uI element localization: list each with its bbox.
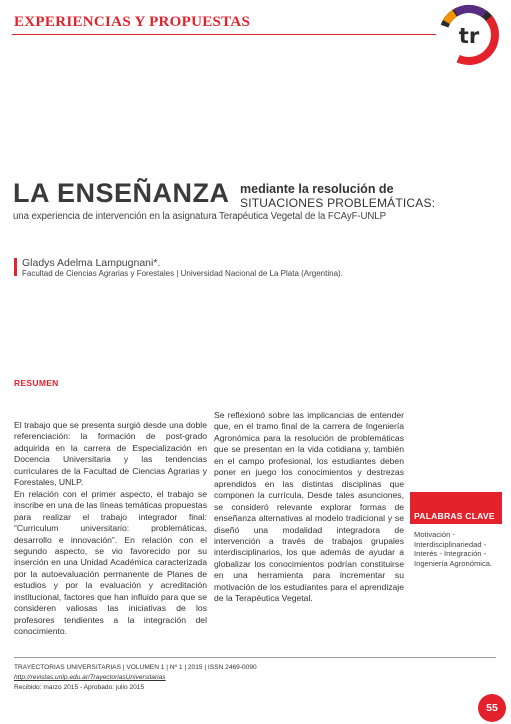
page-number: 55 bbox=[478, 694, 506, 722]
logo-text: tr bbox=[458, 24, 480, 48]
abstract-paragraph: En relación con el primer aspecto, el trabajo se inscribe en una de las líneas temáticas propuestas para realizar el trabajo integrador final: “Curriculum universitario: problemáticas, desarrollo e innovación”. En relación con el segundo aspecto, se vio favorecido por su inserción en una Unidad Académica caracterizada por la autoevaluación permanente de Planes de estudios y por la evaluación y acreditación institucional, factores que han influido para que se consideren valiosas las iniciativas de los profesores tendientes a la integración del conocimiento. bbox=[14, 488, 207, 637]
abstract-paragraph: El trabajo que se presenta surgió desde una doble referenciación: la formación de post-grado adquirida en la carrera de Especialización en Docencia Universitaria y las tendencias curriculares de la Facultad de Ciencias Agrarias y Forestales, UNLP. bbox=[14, 420, 207, 488]
journal-logo bbox=[436, 2, 502, 68]
journal-url-link[interactable]: http://revistas.unlp.edu.ar/TrayectoriasUniversitarias bbox=[14, 674, 166, 681]
keywords-heading: PALABRAS CLAVE bbox=[414, 511, 495, 521]
author-accent-bar bbox=[14, 258, 17, 276]
abstract-column-1 bbox=[14, 420, 207, 638]
article-title-line1: mediante la resolución de bbox=[240, 182, 394, 196]
section-divider bbox=[12, 34, 436, 35]
author-name: Gladys Adelma Lampugnani*. bbox=[22, 257, 161, 269]
article-subtitle: una experiencia de intervención en la asignatura Terapéutica Vegetal de la FCAyF-UNLP bbox=[13, 211, 386, 222]
footer-divider bbox=[14, 657, 496, 658]
article-title-line2: SITUACIONES PROBLEMÁTICAS: bbox=[240, 196, 436, 210]
keywords-list: Motivación - Interdisciplinariedad - Interés - Integración - Ingeniería Agronómica. bbox=[414, 530, 493, 568]
article-title-main: LA ENSEÑANZA bbox=[13, 178, 230, 208]
author-affiliation: Facultad de Ciencias Agrarias y Forestales | Universidad Nacional de La Plata (Argentina). bbox=[22, 269, 343, 278]
abstract-paragraph: Se reflexionó sobre las implicancias de entender que, en el tramo final de la carrera de Ingeniería Agronómica para la resolución de problemáticas que se presentan en la vida cotidiana y, también en el campo profesional, los estudiantes deben poner en juego los conocimientos y destrezas aprendidos en las distintas disciplinas que componen la currícula. Desde tales asunciones, se consideró relevante explorar formas de enseñanza alternativas al modelo tradicional y se diseñó una modalidad integradora de intervención a través de trabajos grupales interdisciplinarios, los que además de ayudar a globalizar los conocimientos podrían constituirse en una herramienta para incrementar su motivación de los estudiantes para el aprendizaje de la Terapéutica Vegetal. bbox=[214, 410, 404, 604]
journal-info: TRAYECTORIAS UNIVERSITARIAS | VOLUMEN 1 | Nº 1 | 2015 | ISSN 2469-0090 bbox=[14, 664, 257, 671]
abstract-heading: RESUMEN bbox=[14, 378, 59, 388]
received-approved-dates: Recibido: marzo 2015 - Aprobado: julio 2015 bbox=[14, 684, 145, 691]
section-label: EXPERIENCIAS Y PROPUESTAS bbox=[14, 14, 251, 30]
abstract-column-2 bbox=[214, 410, 404, 605]
